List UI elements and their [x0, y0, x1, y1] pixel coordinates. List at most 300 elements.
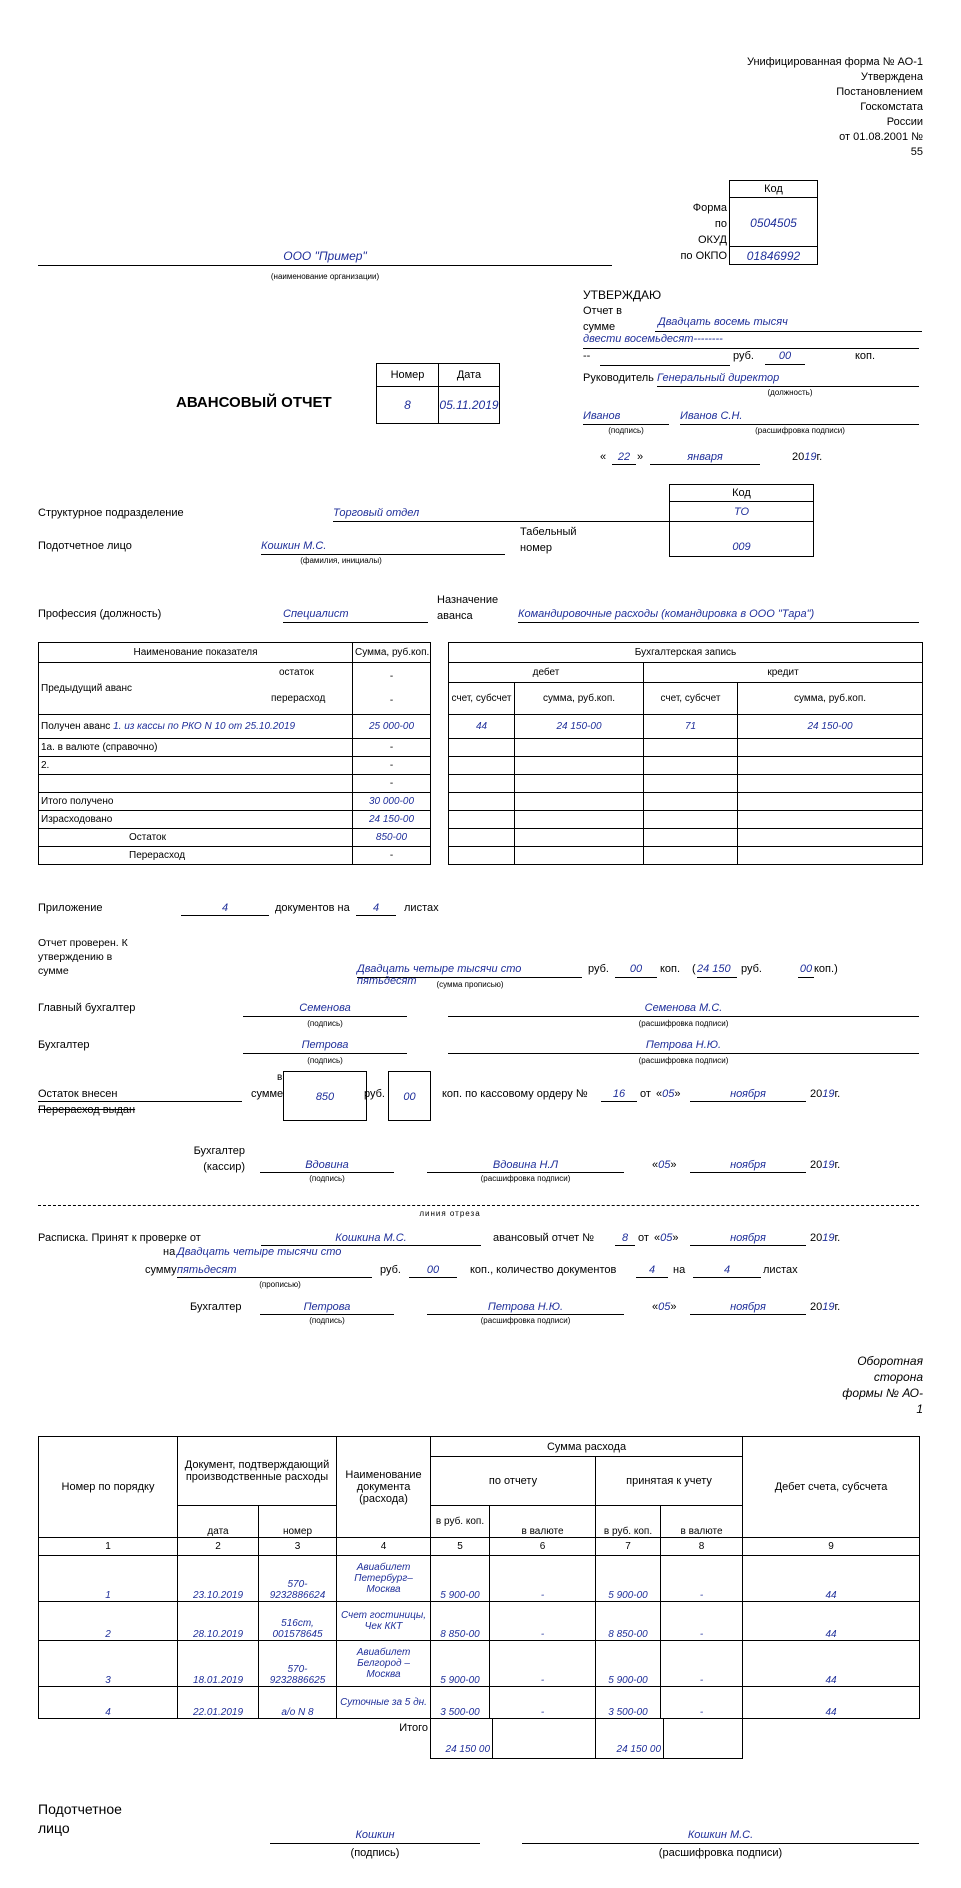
- debit-account-head: счет, субсчет: [449, 683, 515, 715]
- total-empty: [743, 1719, 920, 1759]
- expense-table: [38, 1436, 920, 1759]
- approve-date-month: января: [650, 451, 760, 465]
- receipt-words-1: Двадцать четыре тысячи сто: [177, 1246, 342, 1258]
- chief-sign-caption: (подпись): [307, 1019, 343, 1028]
- receipt-words-2: пятьдесят: [177, 1264, 372, 1278]
- row-cur2: -: [661, 1602, 743, 1641]
- row-date: 18.01.2019: [178, 1641, 259, 1687]
- person-value: Кошкин М.С.: [261, 540, 505, 555]
- footer-sign-caption: (подпись): [350, 1847, 400, 1859]
- approve-report-label: [583, 303, 622, 335]
- header-line: России: [886, 116, 923, 128]
- receipt-acc-year-prefix: 20: [810, 1301, 823, 1313]
- cash-day: 05: [662, 1088, 675, 1100]
- approve-dash: --: [583, 350, 591, 362]
- col-number: Номер по порядку: [39, 1437, 178, 1538]
- spent-sum: 24 150-00: [353, 811, 431, 829]
- receipt-decoded-caption: (расшифровка подписи): [480, 1316, 571, 1325]
- cash-date: «05»: [656, 1088, 681, 1100]
- receipt-label: Расписка. Принят к проверке от: [38, 1232, 201, 1244]
- receipt-year-suffix: г.: [834, 1232, 841, 1244]
- credit-account-head: счет, субсчет: [644, 683, 738, 715]
- receipt-sum-label: сумму: [145, 1264, 177, 1276]
- row-debit: 44: [743, 1687, 920, 1719]
- total-received-sum: 30 000-00: [353, 793, 431, 811]
- cashier-year-value: 19: [822, 1159, 835, 1171]
- checked-label-3: сумме: [38, 965, 69, 977]
- cashier-year-suffix: г.: [834, 1159, 841, 1171]
- checked-sum-words: Двадцать четыре тысячи сто пятьдесят: [357, 963, 582, 978]
- receipt-acc-year-value: 19: [822, 1301, 835, 1313]
- checked-label: [38, 936, 128, 978]
- accountant-decoded-caption: (расшифровка подписи): [638, 1056, 729, 1065]
- row-no: 1: [39, 1556, 178, 1602]
- row-rub2: 3 500-00: [596, 1687, 661, 1719]
- cash-year-suffix: г.: [834, 1088, 841, 1100]
- acc-empty-cell: [644, 775, 738, 793]
- acc-empty-cell: [515, 775, 644, 793]
- col-num-7: 7: [596, 1538, 661, 1556]
- cash-year: [810, 1088, 840, 1100]
- acc-empty-cell: [515, 793, 644, 811]
- receipt-acc-decoded: Петрова Н.Ю.: [427, 1301, 624, 1315]
- received-detail: 1. из кассы по РКО N 10 от 25.10.2019: [113, 721, 296, 732]
- checked-rub-label-2: руб.: [741, 963, 762, 975]
- credit-sum: 24 150-00: [738, 715, 923, 739]
- rest-sum: 850-00: [353, 829, 431, 847]
- okpo-value: 01846992: [729, 246, 818, 265]
- receipt-sheets: 4: [693, 1264, 761, 1278]
- table-row: [39, 1687, 920, 1719]
- footer-decoded: Кошкин М.С.: [522, 1829, 919, 1844]
- receipt-docs: 4: [636, 1264, 668, 1278]
- row-no: 4: [39, 1687, 178, 1719]
- receipt-on2-label: на: [673, 1264, 686, 1276]
- tab-number-value: 009: [669, 521, 814, 557]
- row-date: 23.10.2019: [178, 1556, 259, 1602]
- footer-sign: Кошкин: [270, 1829, 480, 1844]
- over-issued-label: Перерасход выдан: [38, 1104, 136, 1116]
- unit-value: Торговый отдел: [333, 507, 669, 522]
- cash-sum-label: сумме: [251, 1088, 284, 1100]
- cash-kop-box: 00: [388, 1071, 431, 1121]
- debit-head: дебет: [449, 663, 644, 683]
- spent-label: Израсходовано: [39, 811, 353, 829]
- acc-empty-cell: [515, 811, 644, 829]
- approve-date-year: [792, 451, 822, 463]
- acc-empty-cell: [644, 793, 738, 811]
- doc-title: АВАНСОВЫЙ ОТЧЕТ: [176, 394, 332, 411]
- row-name: Суточные за 5 дн.: [337, 1687, 431, 1719]
- row-debit: 44: [743, 1641, 920, 1687]
- appendix-docs-label: документов на: [275, 902, 350, 914]
- doc-date-value: 05.11.2019: [438, 386, 500, 424]
- receipt-acc-label: Бухгалтер: [190, 1301, 242, 1313]
- acc-empty-cell: [738, 811, 923, 829]
- sub-number: номер: [259, 1506, 337, 1538]
- chief-label: Главный бухгалтер: [38, 1002, 136, 1014]
- currency-sum: -: [353, 739, 431, 757]
- cashier-year-prefix: 20: [810, 1159, 823, 1171]
- position-caption: (должность): [767, 388, 813, 397]
- receipt-year-prefix: 20: [810, 1232, 823, 1244]
- okud-label-3: ОКУД: [697, 234, 727, 246]
- acc-empty-cell: [515, 847, 644, 865]
- acc-empty-cell: [449, 757, 515, 775]
- division-code-value: ТО: [669, 501, 814, 522]
- receipt-kop: 00: [409, 1264, 457, 1278]
- cash-rub-label: руб.: [364, 1088, 385, 1100]
- receipt-from-label: от: [638, 1232, 649, 1244]
- okud-label-1: Форма: [692, 202, 727, 214]
- person-label: Подотчетное лицо: [38, 540, 132, 552]
- acc-empty-cell: [449, 847, 515, 865]
- col-num-9: 9: [743, 1538, 920, 1556]
- appendix-sheets: 4: [356, 902, 396, 916]
- cashier-day: 05: [658, 1159, 671, 1171]
- chief-decoded: Семенова М.С.: [448, 1002, 919, 1017]
- receipt-acc-year-suffix: г.: [834, 1301, 841, 1313]
- acc-empty-cell: [738, 739, 923, 757]
- okud-value: 0504505: [729, 197, 818, 247]
- acc-empty-cell: [644, 847, 738, 865]
- checked-rub-label: руб.: [588, 963, 609, 975]
- sub-cur: в валюте: [490, 1506, 596, 1538]
- receipt-sheets-label: листах: [763, 1264, 798, 1276]
- appendix-sheets-label: листах: [404, 902, 439, 914]
- receipt-year-value: 19: [822, 1232, 835, 1244]
- accounting-head: Бухгалтерская запись: [449, 643, 923, 663]
- division-code-header: Код: [669, 484, 814, 502]
- acc-empty-cell: [738, 793, 923, 811]
- header-line: 55: [910, 146, 923, 158]
- acc-empty-cell: [449, 829, 515, 847]
- over-sum: -: [353, 847, 431, 865]
- checked-kop: 00: [615, 963, 657, 978]
- accountant-label: Бухгалтер: [38, 1039, 90, 1051]
- cash-year-value: 19: [822, 1088, 835, 1100]
- row-rub2: 8 850-00: [596, 1602, 661, 1641]
- checked-kop-2: 00: [798, 963, 814, 978]
- receipt-date: «05»: [654, 1232, 679, 1244]
- total-row: [39, 1719, 920, 1759]
- row-number: 570-9232886624: [259, 1556, 337, 1602]
- acc-empty-cell: [644, 739, 738, 757]
- appendix-label: Приложение: [38, 902, 103, 914]
- checked-kop-label-2: коп.): [814, 963, 838, 975]
- total-cur2: [664, 1719, 742, 1758]
- acc-empty-cell: [449, 739, 515, 757]
- approve-sum-words-2: двести восемьдесят--------: [583, 333, 919, 349]
- row-no: 2: [39, 1602, 178, 1641]
- reverse-line: формы № АО-: [842, 1386, 923, 1400]
- acc-empty-cell: [449, 793, 515, 811]
- row-rub: 5 900-00: [431, 1556, 490, 1602]
- total-rub2-cell: [596, 1719, 743, 1759]
- approve-kop-value: 00: [765, 350, 805, 365]
- receipt-on-label: на: [163, 1246, 176, 1258]
- table-row: [39, 1556, 920, 1602]
- reverse-side-label: [803, 1353, 923, 1417]
- chief-sign: Семенова: [243, 1002, 407, 1017]
- cashier-sign-caption: (подпись): [309, 1174, 345, 1183]
- cash-year-prefix: 20: [810, 1088, 823, 1100]
- tab-number-label: [520, 524, 577, 556]
- received-label: Получен аванс: [41, 721, 111, 732]
- receipt-acc-year: [810, 1301, 840, 1313]
- cash-month: ноября: [690, 1088, 806, 1102]
- row-rub2: 5 900-00: [596, 1556, 661, 1602]
- row-name: Счет гостиницы, Чек ККТ: [337, 1602, 431, 1641]
- received-sum: 25 000-00: [353, 715, 431, 739]
- col-num-5: 5: [431, 1538, 490, 1556]
- head-sign-caption: (подпись): [608, 426, 644, 435]
- col-debit: Дебет счета, субсчета: [743, 1437, 920, 1538]
- code-header-cell: Код: [729, 180, 818, 198]
- checked-sum-num: 24 150: [697, 963, 737, 978]
- row-cur2: -: [661, 1687, 743, 1719]
- over-label: Перерасход: [39, 847, 353, 865]
- checked-paren-open: (: [692, 963, 696, 975]
- chief-decoded-caption: (расшифровка подписи): [638, 1019, 729, 1028]
- acc-empty-cell: [738, 847, 923, 865]
- head-decoded-caption: (расшифровка подписи): [755, 426, 845, 435]
- receipt-day: 05: [660, 1232, 673, 1244]
- row-no: 3: [39, 1641, 178, 1687]
- row-number: 516ст, 001578645: [259, 1602, 337, 1641]
- cut-line: [38, 1205, 919, 1206]
- row-debit: 44: [743, 1602, 920, 1641]
- row-date: 28.10.2019: [178, 1602, 259, 1641]
- prev-ostatok: остаток: [279, 667, 314, 678]
- receipt-acc-day: 05: [658, 1301, 671, 1313]
- row-rub: 5 900-00: [431, 1641, 490, 1687]
- appendix-docs: 4: [181, 902, 269, 916]
- acc-empty-cell: [449, 775, 515, 793]
- sub-date: дата: [178, 1506, 259, 1538]
- row2-label: 2.: [39, 757, 353, 775]
- rest-deposited-label: Остаток внесен: [38, 1088, 242, 1102]
- acc-empty-cell: [449, 811, 515, 829]
- head-label: Руководитель: [583, 372, 654, 384]
- receipt-person: Кошкина М.С.: [261, 1232, 481, 1246]
- header-line: от 01.08.2001 №: [839, 131, 923, 143]
- acc-empty-cell: [515, 739, 644, 757]
- row-number: 570-9232886625: [259, 1641, 337, 1687]
- doc-number-label: Номер: [376, 363, 439, 387]
- row2-sum: -: [353, 757, 431, 775]
- approve-date-open: «: [600, 451, 607, 463]
- row-cur: -: [490, 1602, 596, 1641]
- form-header-lines: [673, 55, 923, 160]
- head-position: Генеральный директор: [657, 372, 919, 387]
- header-line: Унифицированная форма № АО-1: [746, 56, 923, 68]
- receipt-words-caption: (прописью): [259, 1280, 301, 1289]
- total-rub-cell: [431, 1719, 596, 1759]
- cashier-date: «05»: [652, 1159, 677, 1171]
- year-value: 19: [804, 451, 817, 463]
- credit-sum-head: сумма, руб.коп.: [738, 683, 923, 715]
- sub-rub: в руб. коп.: [431, 1506, 490, 1538]
- row-name: Авиабилет Петербург–Москва: [337, 1556, 431, 1602]
- tab-label-1: Табельный: [520, 526, 577, 538]
- sub-cur2: в валюте: [661, 1506, 743, 1538]
- col-num-6: 6: [490, 1538, 596, 1556]
- accountant-decoded: Петрова Н.Ю.: [448, 1039, 919, 1054]
- tab-label-2: номер: [520, 542, 552, 554]
- doc-date-label: Дата: [438, 363, 500, 387]
- header-line: Госкомстата: [860, 101, 923, 113]
- approve-title: УТВЕРЖДАЮ: [583, 288, 662, 302]
- total-rub: 24 150 00: [431, 1719, 493, 1758]
- col-document: Документ, подтверждающий производственные расходы: [178, 1437, 337, 1506]
- receipt-kop-label: коп., количество документов: [470, 1264, 617, 1276]
- head-sign-decoded: Иванов С.Н.: [680, 410, 919, 425]
- person-caption: (фамилия, инициалы): [300, 556, 382, 565]
- prev-pererashod-sum: -: [389, 694, 394, 706]
- accountant-sign: Петрова: [243, 1039, 407, 1054]
- purpose-label-1: Назначение: [437, 594, 499, 606]
- received-row: [39, 715, 353, 739]
- approve-report-label-1: Отчет в: [583, 305, 623, 317]
- footer-person-label-1: Подотчетное: [38, 1801, 122, 1817]
- total-received-label: Итого получено: [39, 793, 353, 811]
- total-rub2: 24 150 00: [596, 1719, 664, 1758]
- row-rub: 3 500-00: [431, 1687, 490, 1719]
- checked-label-1: Отчет проверен. К: [38, 937, 128, 949]
- prev-advance-label: Предыдущий аванс: [41, 683, 132, 694]
- col-accepted: принятая к учету: [596, 1457, 743, 1506]
- col-num-1: 1: [39, 1538, 178, 1556]
- prev-ostatok-sum: -: [389, 670, 394, 682]
- acc-empty-cell: [738, 829, 923, 847]
- approve-rub-label: руб.: [733, 350, 754, 362]
- expense-rows: [39, 1556, 920, 1719]
- acc-empty-cell: [644, 811, 738, 829]
- receipt-acc-date: «05»: [652, 1301, 677, 1313]
- debit-sum: 24 150-00: [515, 715, 644, 739]
- doc-number-value: 8: [376, 386, 439, 424]
- col-num-2: 2: [178, 1538, 259, 1556]
- cashier-decoded: Вдовина Н.Л: [427, 1159, 624, 1173]
- approve-rub-line: [600, 364, 730, 366]
- debit-account: 44: [449, 715, 515, 739]
- empty-row: [39, 775, 353, 793]
- row-cur: -: [490, 1556, 596, 1602]
- approve-date-day: 22: [612, 451, 636, 465]
- currency-label: 1а. в валюте (справочно): [39, 739, 353, 757]
- col-num-8: 8: [661, 1538, 743, 1556]
- acc-empty-cell: [738, 757, 923, 775]
- row-cur: -: [490, 1687, 596, 1719]
- advance-head-sum: Сумма, руб.коп.: [353, 643, 431, 663]
- col-doc-name: Наименование документа (расхода): [337, 1437, 431, 1538]
- rest-label: Остаток: [39, 829, 353, 847]
- empty-row-sum: -: [353, 775, 431, 793]
- cash-rub-box: 850: [283, 1071, 367, 1121]
- acc-empty-cell: [644, 829, 738, 847]
- total-label: Итого: [39, 1719, 431, 1759]
- checked-kop-label: коп.: [660, 963, 681, 975]
- purpose-label-2: аванса: [437, 610, 473, 622]
- cashier-year: [810, 1159, 840, 1171]
- org-name: ООО "Пример": [38, 249, 612, 266]
- row-rub: 8 850-00: [431, 1602, 490, 1641]
- approve-kop-label: коп.: [855, 350, 876, 362]
- row-cur: -: [490, 1641, 596, 1687]
- cashier-label-1: Бухгалтер: [193, 1145, 245, 1157]
- receipt-report-no: 8: [615, 1232, 635, 1246]
- row-date: 22.01.2019: [178, 1687, 259, 1719]
- cashier-month: ноября: [690, 1159, 806, 1173]
- col-num-3: 3: [259, 1538, 337, 1556]
- row-rub2: 5 900-00: [596, 1641, 661, 1687]
- prev-sum-cell: [353, 663, 431, 715]
- checked-words-caption: (сумма прописью): [436, 980, 504, 989]
- cash-from-label: от: [640, 1088, 651, 1100]
- cash-kop-label: коп. по кассовому ордеру №: [442, 1088, 588, 1100]
- acc-empty-cell: [515, 757, 644, 775]
- head-sign: Иванов: [583, 410, 669, 425]
- col-sum: Сумма расхода: [431, 1437, 743, 1457]
- okud-label: [660, 200, 727, 248]
- row-cur2: -: [661, 1556, 743, 1602]
- cash-in-label: в: [277, 1072, 283, 1083]
- row-name: Авиабилет Белгород – Москва: [337, 1641, 431, 1687]
- purpose-label: [437, 592, 498, 624]
- accountant-sign-caption: (подпись): [307, 1056, 343, 1065]
- cashier-label: [160, 1143, 245, 1175]
- reverse-line: 1: [916, 1402, 923, 1416]
- year-prefix: 20: [792, 451, 805, 463]
- receipt-year: [810, 1232, 840, 1244]
- cash-order-no: 16: [601, 1088, 637, 1102]
- reverse-line: Оборотная: [857, 1354, 923, 1368]
- debit-sum-head: сумма, руб.коп.: [515, 683, 644, 715]
- approve-report-label-2: сумме: [583, 321, 616, 333]
- footer-decoded-caption: (расшифровка подписи): [658, 1847, 783, 1859]
- table-row: [39, 1602, 920, 1641]
- reverse-line: сторона: [873, 1370, 923, 1384]
- footer-person-label: [38, 1800, 122, 1838]
- receipt-acc-sign: Петрова: [260, 1301, 394, 1315]
- receipt-rub-label: руб.: [380, 1264, 401, 1276]
- year-suffix: г.: [816, 451, 823, 463]
- col-num-4: 4: [337, 1538, 431, 1556]
- prev-pererashod: перерасход: [271, 693, 326, 704]
- prev-advance-cell: [39, 663, 353, 715]
- table-row: [39, 1641, 920, 1687]
- total-cur: [493, 1719, 595, 1758]
- cut-line-label: линия отреза: [419, 1209, 481, 1218]
- cashier-label-2: (кассир): [203, 1161, 245, 1173]
- approve-sum-words-1: Двадцать восемь тысяч: [655, 316, 922, 332]
- profession-label: Профессия (должность): [38, 608, 162, 620]
- okpo-label: по ОКПО: [680, 250, 727, 262]
- receipt-report-label: авансовый отчет №: [493, 1232, 595, 1244]
- credit-head: кредит: [644, 663, 923, 683]
- header-line: Постановлением: [836, 86, 923, 98]
- row-debit: 44: [743, 1556, 920, 1602]
- row-cur2: -: [661, 1641, 743, 1687]
- receipt-sign-caption: (подпись): [309, 1316, 345, 1325]
- accounting-table: [448, 642, 923, 865]
- purpose-value: Командировочные расходы (командировка в ООО "Тара"): [518, 608, 919, 623]
- footer-person-label-2: лицо: [38, 1820, 70, 1836]
- cashier-decoded-caption: (расшифровка подписи): [480, 1174, 571, 1183]
- approve-date-close: »: [637, 451, 644, 463]
- org-caption: (наименование организации): [270, 272, 380, 281]
